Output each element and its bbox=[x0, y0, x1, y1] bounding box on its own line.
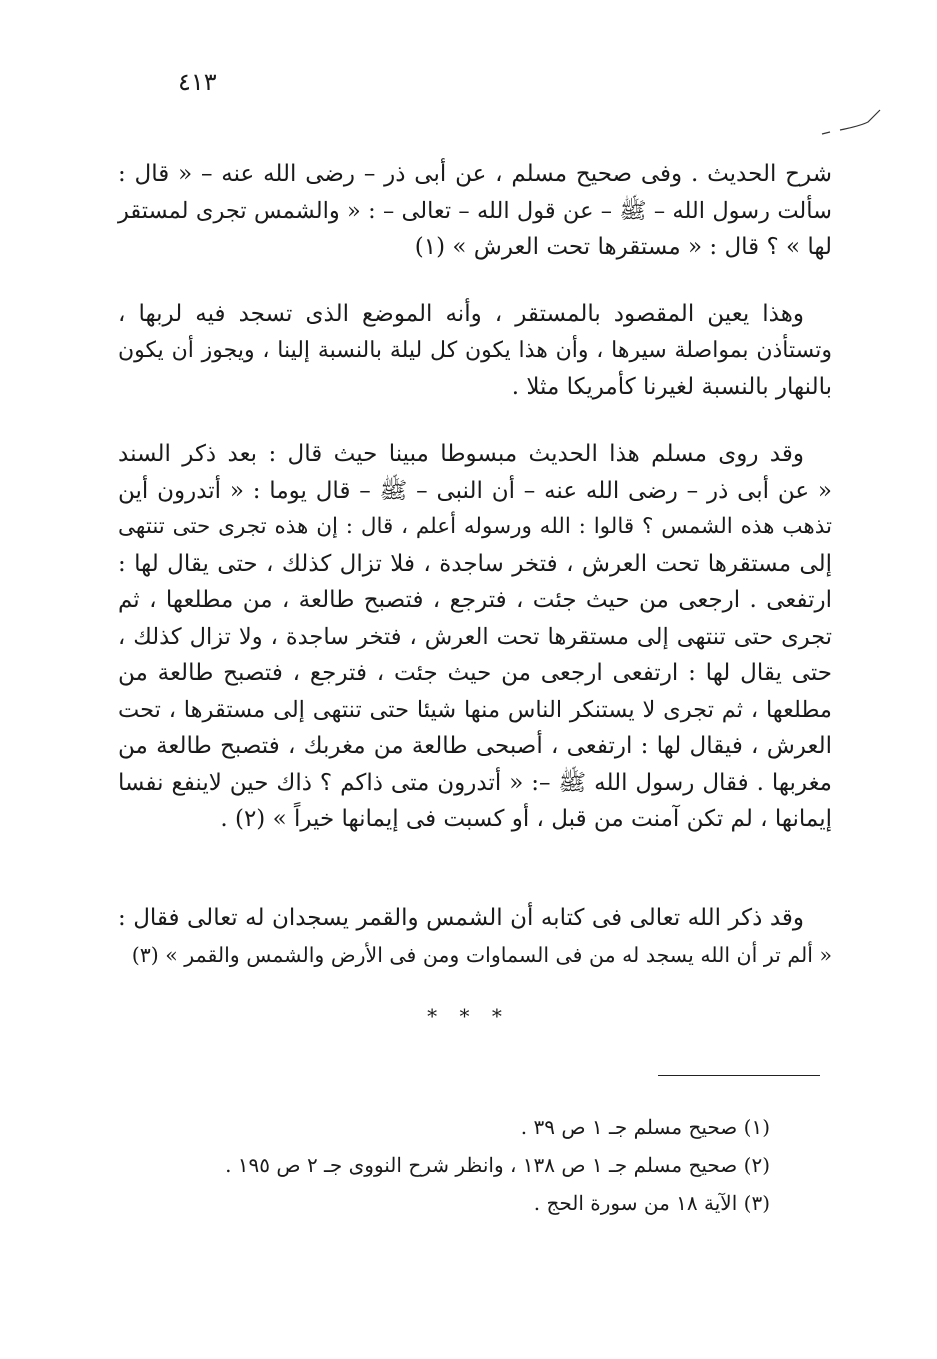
text-line: إلى مستقرها تحت العرش ، فتخر ساجدة ، فلا تزال كذلك ، حتى يقال لها : bbox=[118, 550, 832, 577]
page-number: ٤١٣ bbox=[178, 68, 217, 96]
text-line: تجرى حتى تنتهى إلى مستقرها تحت العرش ، فتخر ساجدة ، ولا تزال كذلك ، bbox=[118, 623, 832, 650]
footnote-2: (٢) صحيح مسلم جـ ١ ص ١٣٨ ، وانظر شرح النووى جـ ٢ ص ١٩٥ . bbox=[225, 1153, 770, 1177]
text-line: وهذا يعين المقصود بالمستقر ، وأنه الموضع الذى تسجد فيه لربها ، bbox=[118, 301, 804, 327]
text-line: العرش ، فيقال لها : ارتفعى ، أصبحى طالعة من مغربك ، فتصبح طالعة من bbox=[118, 733, 832, 759]
footnote-3: (٣) الآية ١٨ من سورة الحج . bbox=[533, 1191, 770, 1215]
text-line: « ألم تر أن الله يسجد له من فى السماوات ومن فى الأرض والشمس والقمر » (٣) bbox=[131, 942, 832, 967]
footnote-1: (١) صحيح مسلم جـ ١ ص ٣٩ . bbox=[520, 1115, 770, 1139]
text-line: لها » ؟ قال : « مستقرها تحت العرش » (١) bbox=[414, 234, 832, 260]
text-line: حتى يقال لها : ارتفعى ارجعى من حيث جئت ، فترجع ، فتصبح طالعة من bbox=[118, 660, 832, 686]
text-line: وقد روى مسلم هذا الحديث مبسوطا مبينا حيث قال : بعد ذكر السند bbox=[118, 441, 804, 467]
text-line: مغربها . فقال رسول الله ﷺ –: « أتدرون متى ذاكم ؟ ذاك حين لاينفع نفسا bbox=[118, 769, 832, 796]
pen-mark-decoration bbox=[820, 108, 882, 138]
paragraph-4 bbox=[118, 900, 832, 973]
text-line: تذهب هذه الشمس ؟ قالوا : الله ورسوله أعلم ، قال : إن هذه تجرى حتى تنتهى bbox=[118, 514, 832, 539]
text-line: شرح الحديث . وفى صحيح مسلم ، عن أبى ذر – رضى الله عنه – « قال : bbox=[118, 161, 832, 187]
text-line: بالنهار بالنسبة لغيرنا كأمريكا مثلا . bbox=[511, 374, 832, 400]
text-line: وقد ذكر الله تعالى فى كتابه أن الشمس والقمر يسجدان له تعالى فقال : bbox=[118, 905, 804, 931]
section-separator: * * * bbox=[427, 1004, 510, 1028]
text-line: مطلعها ، ثم تجرى لا يستنكر الناس منها شيئا حتى تنتهى إلى مستقرها ، تحت bbox=[118, 696, 832, 723]
text-line: إيمانها ، لم تكن آمنت من قبل ، أو كسبت فى إيمانها خيراً » (٢) . bbox=[220, 806, 832, 832]
paragraph-2 bbox=[118, 296, 832, 406]
footnotes bbox=[140, 1108, 770, 1222]
text-line: سألت رسول الله – ﷺ – عن قول الله – تعالى – : « والشمس تجرى لمستقر bbox=[118, 197, 832, 224]
paragraph-3 bbox=[118, 436, 832, 838]
text-line: ارتفعى . ارجعى من حيث جئت ، فترجع ، فتصبح طالعة ، من مطلعها ، ثم bbox=[118, 587, 832, 613]
text-line: « عن أبى ذر – رضى الله عنه – أن النبى – ﷺ – قال يوما : « أتدرون أين bbox=[118, 477, 832, 504]
paragraph-1 bbox=[118, 156, 832, 266]
footnote-divider bbox=[658, 1075, 820, 1076]
text-line: وتستأذن بمواصلة سيرها ، وأن هذا يكون كل ليلة بالنسبة إلينا ، ويجوز أن يكون bbox=[118, 337, 832, 363]
